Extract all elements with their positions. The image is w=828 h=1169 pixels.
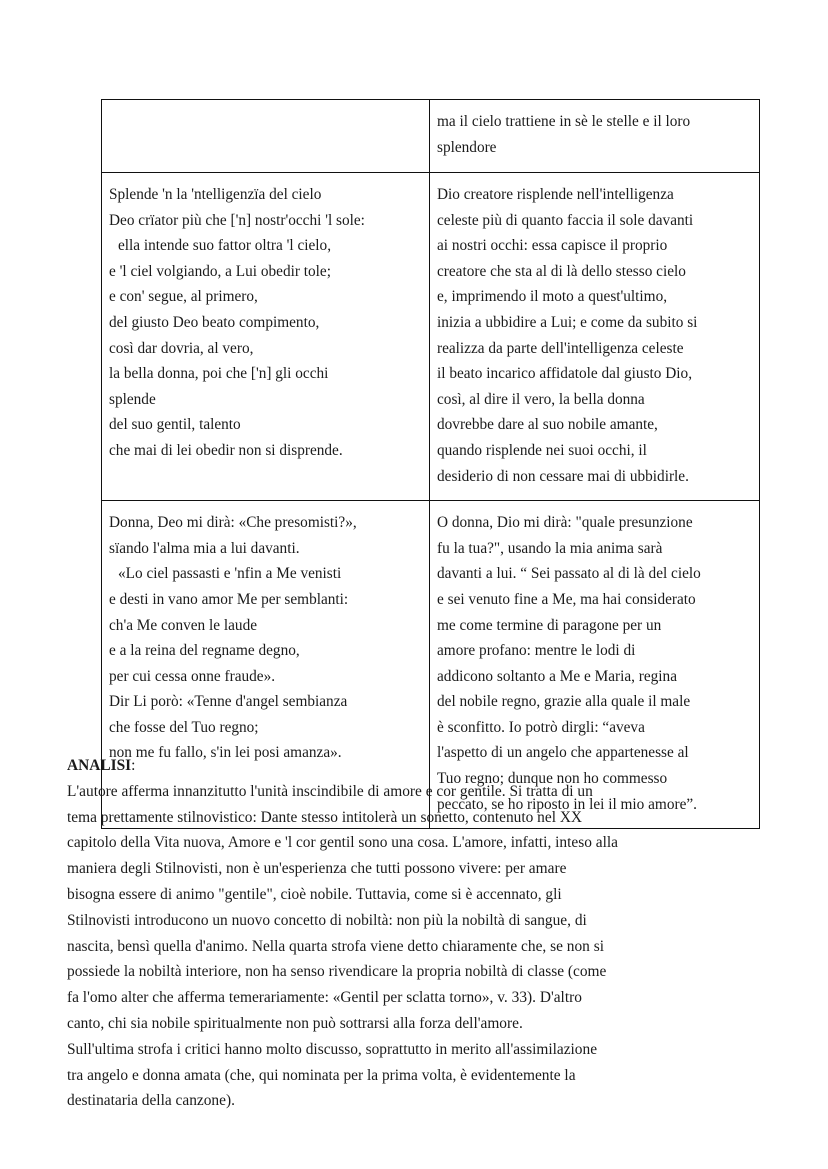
verse-line: Splende 'n la 'ntelligenzïa del cielo [109, 186, 322, 203]
analysis-line: Stilnovisti introducono un nuovo concetto di nobiltà: non più la nobiltà di sangue, di [67, 911, 587, 929]
parafrasi-line: Tuo regno; dunque non ho commesso [437, 770, 668, 788]
parafrasi-line: realizza da parte dell'intelligenza celeste [437, 339, 684, 357]
verse-line: «Lo ciel passasti e 'nfin a Me venisti [118, 565, 342, 583]
analysis-line: maniera degli Stilnovisti, non è un'esperienza che tutti possono vivere: per amare [67, 860, 567, 878]
verse-line: ella intende suo fattor oltra 'l cielo, [118, 237, 332, 255]
analysis-line: bisogna essere di animo "gentile", cioè nobile. Tuttavia, come si è accennato, gli [67, 885, 562, 903]
parafrasi-line: del nobile regno, grazie alla quale il male [437, 693, 691, 711]
parafrasi-line: ma il cielo trattiene in sè le stelle e il loro [437, 113, 691, 130]
parafrasi-line: splendore [437, 138, 497, 156]
verse-line: per cui cessa onne fraude». [109, 667, 276, 685]
analysis-heading-colon: : [131, 757, 136, 774]
verse-line: Donna, Deo mi dirà: «Che presomisti?», [109, 514, 357, 532]
parafrasi-line: peccato, se ho riposto in lei il mio amore”. [437, 795, 697, 813]
parafrasi-line: e, imprimendo il moto a quest'ultimo, [437, 288, 668, 306]
table-cell-parafrasi [430, 100, 760, 173]
parafrasi-line: così, al dire il vero, la bella donna [437, 390, 645, 408]
analysis-line: L'autore afferma innanzitutto l'unità inscindibile di amore e cor gentile. Si tratta di un [67, 782, 593, 800]
parafrasi-line: O donna, Dio mi dirà: "quale presunzione [437, 514, 693, 532]
verse-line: e con' segue, al primero, [109, 288, 258, 306]
analysis-line: tema prettamente stilnovistico: Dante stesso intitolerà un sonetto, contenuto nel XX [67, 808, 583, 826]
analysis-line: destinataria della canzone). [67, 1092, 235, 1110]
parafrasi-line: ai nostri occhi: essa capisce il proprio [437, 237, 668, 255]
analysis-line: fa l'omo alter che afferma temerariamente: «Gentil per sclatta torno», v. 33). D'altro [67, 989, 582, 1007]
verse-line: non me fu fallo, s'in lei posi amanza». [109, 744, 342, 762]
table-row [102, 173, 760, 501]
analysis-line: Sull'ultima strofa i critici hanno molto discusso, soprattutto in merito all'assimilazione [67, 1040, 598, 1058]
parafrasi-line: fu la tua?", usando la mia anima sarà [437, 539, 663, 557]
verse-line: la bella donna, poi che ['n] gli occhi [109, 365, 329, 383]
parafrasi-line: e sei venuto fine a Me, ma hai considerato [437, 590, 696, 608]
verse-line: splende [109, 390, 156, 408]
parafrasi-line: amore profano: mentre le lodi di [437, 642, 636, 660]
analysis-line: nascita, bensì quella d'animo. Nella quarta strofa viene detto chiaramente che, se non si [67, 937, 604, 955]
testo-parafrasi-table [101, 99, 760, 829]
parafrasi-line: dovrebbe dare al suo nobile amante, [437, 416, 658, 434]
table-cell-parafrasi [430, 173, 760, 501]
parafrasi-line: celeste più di quanto faccia il sole davanti [437, 211, 694, 229]
parafrasi-line: Dio creatore risplende nell'intelligenza [437, 186, 674, 203]
analysis-line: canto, chi sia nobile spiritualmente non può sottrarsi alla forza dell'amore. [67, 1014, 523, 1032]
table-body [102, 100, 760, 829]
verse-line: e desti in vano amor Me per semblanti: [109, 590, 349, 608]
verse-line: e 'l ciel volgiando, a Lui obedir tole; [109, 262, 331, 280]
parafrasi-line: me come termine di paragone per un [437, 616, 662, 634]
parafrasi-line: creatore che sta al di là dello stesso cielo [437, 262, 686, 280]
verse-line: Dir Li porò: «Tenne d'angel sembianza [109, 693, 348, 711]
verse-line: Deo crïator più che ['n] nostr'occhi 'l sole: [109, 211, 365, 229]
analysis-heading-row [67, 753, 727, 779]
table-cell-testo [102, 173, 430, 501]
analysis-line: capitolo della Vita nuova, Amore e 'l cor gentil sono una cosa. L'amore, infatti, inteso alla [67, 834, 618, 852]
parafrasi-line: inizia a ubbidire a Lui; e come da subito si [437, 313, 698, 331]
verse-line: del suo gentil, talento [109, 416, 241, 434]
verse-line: che fosse del Tuo regno; [109, 718, 259, 736]
table-row [102, 100, 760, 173]
verse-line: e a la reina del regname degno, [109, 642, 300, 660]
parafrasi-line: desiderio di non cessare mai di ubbidirle. [437, 467, 689, 485]
analysis-heading: ANALISI [67, 757, 132, 774]
verse-line: che mai di lei obedir non si disprende. [109, 441, 343, 459]
parafrasi-line: è sconfitto. Io potrò dirgli: “aveva [437, 718, 645, 736]
parafrasi-line: l'aspetto di un angelo che appartenesse al [437, 744, 689, 762]
verse-line: sïando l'alma mia a lui davanti. [109, 539, 300, 557]
parafrasi-line: quando risplende nei suoi occhi, il [437, 441, 647, 459]
verse-line: del giusto Deo beato compimento, [109, 313, 320, 331]
parafrasi-line: addicono soltanto a Me e Maria, regina [437, 667, 677, 685]
verse-line: ch'a Me conven le laude [109, 616, 258, 634]
analysis-line: possiede la nobiltà interiore, non ha senso rivendicare la propria nobiltà di classe (come [67, 963, 607, 981]
analysis-section [67, 753, 727, 1114]
parafrasi-line: il beato incarico affidatole dal giusto Dio, [437, 365, 693, 383]
table-cell-testo [102, 100, 430, 173]
parafrasi-line: davanti a lui. “ Sei passato al di là del cielo [437, 565, 701, 583]
verse-line: così dar dovria, al vero, [109, 339, 254, 357]
analysis-line: tra angelo e donna amata (che, qui nominata per la prima volta, è evidentemente la [67, 1066, 576, 1084]
